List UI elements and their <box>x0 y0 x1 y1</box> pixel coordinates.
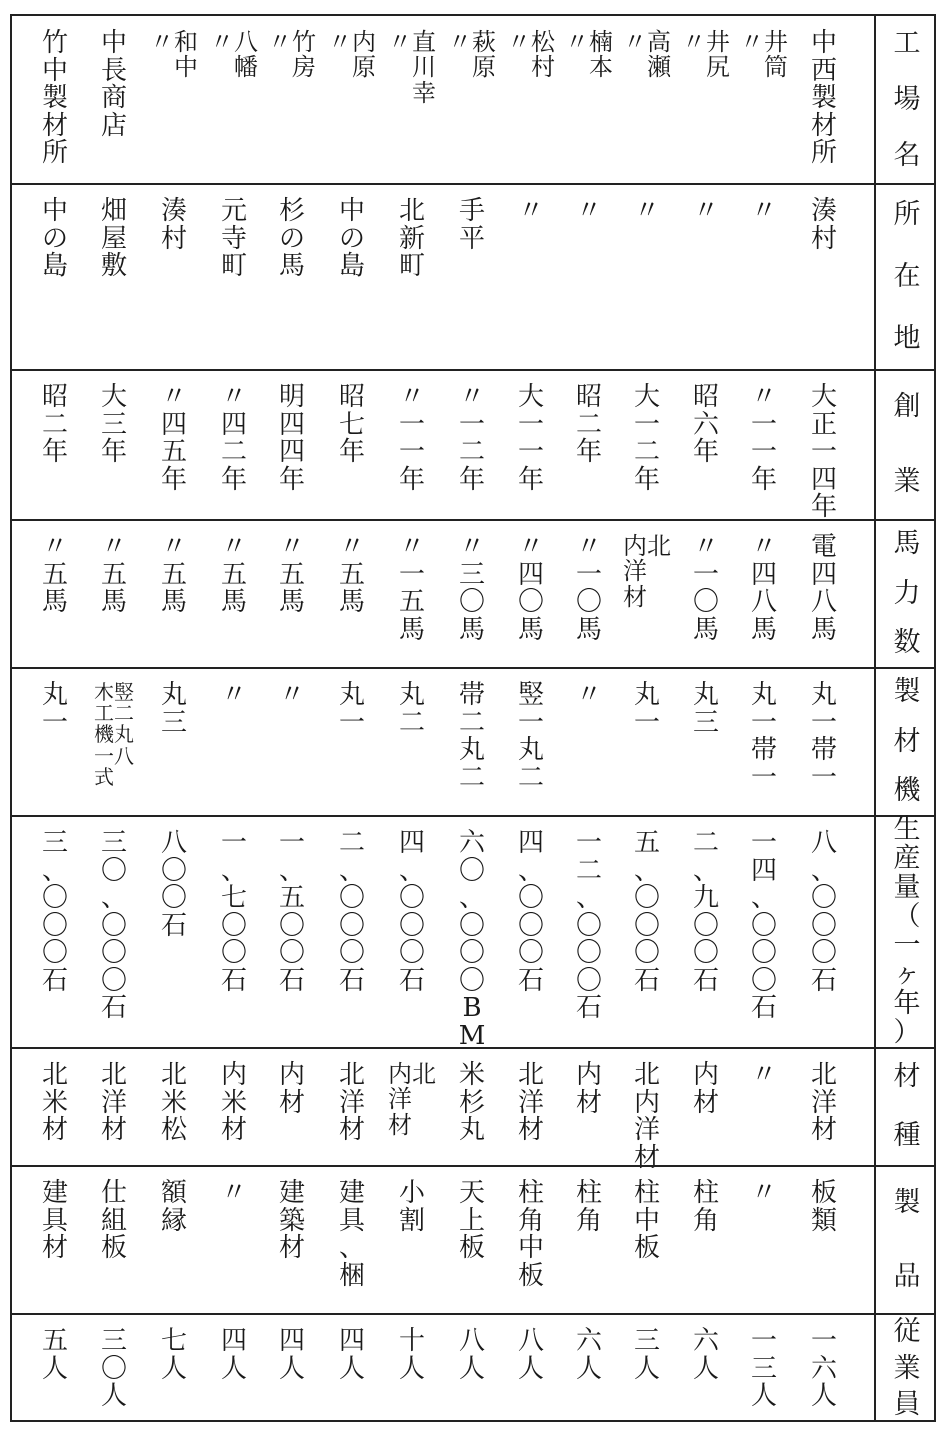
wood-type-cell: 北 米 松 <box>160 1060 187 1146</box>
employees-cell: 六 人 <box>575 1326 602 1384</box>
factory-name-cell: 内 原 〃 <box>328 28 376 82</box>
horsepower-cell: 〃 五 馬 <box>41 532 68 618</box>
founded-cell: 〃 一 一 年 <box>750 382 777 495</box>
factory-name-cell: 中 西 製 材 所 <box>810 28 837 169</box>
header-char: 力 <box>893 577 921 609</box>
header-char: 一 <box>893 930 921 962</box>
output-cell: 二 、 〇 〇 〇 石 <box>338 828 365 996</box>
founded-cell: 大 一 二 年 <box>633 382 660 495</box>
header-char: 製 <box>893 676 921 708</box>
products-cell: 額 縁 <box>160 1178 187 1236</box>
machines-cell: 帯 二 丸 二 <box>458 680 485 793</box>
products-cell: 〃 <box>220 1178 247 1208</box>
location-cell: 〃 <box>633 196 660 226</box>
header-char: 製 <box>893 1186 921 1218</box>
factory-name-cell: 中 長 商 店 <box>100 28 127 141</box>
factory-name-cell: 松 村 〃 <box>507 28 555 82</box>
factory-name-cell: 和 中 〃 <box>150 28 198 82</box>
header-char: 機 <box>893 775 921 807</box>
wood-type-cell: 北 洋 材 <box>338 1060 365 1146</box>
header-char: 量 <box>893 872 921 904</box>
header-char: 場 <box>893 83 921 115</box>
products-cell: 柱 角 <box>575 1178 602 1236</box>
header-char: 種 <box>893 1120 921 1152</box>
location-cell: 杉 の 馬 <box>278 196 305 282</box>
employees-cell: 三 人 <box>633 1326 660 1384</box>
header-char: 創 <box>893 391 921 423</box>
products-cell: 柱 角 中 板 <box>517 1178 544 1291</box>
location-cell: 〃 <box>750 196 777 226</box>
output-cell: 三 〇 、 〇 〇 〇 石 <box>100 828 127 1024</box>
output-cell: 四 、 〇 〇 〇 石 <box>398 828 425 996</box>
wood-type-cell: 北 洋 材 <box>517 1060 544 1146</box>
factory-name-cell: 直 川 幸 〃 <box>388 28 436 107</box>
header-char: 数 <box>893 627 921 659</box>
wood-type-cell: 内 材 <box>575 1060 602 1118</box>
location-cell: 手 平 <box>458 196 485 254</box>
founded-cell: 〃 四 二 年 <box>220 382 247 495</box>
factory-name-cell: 竹 房 〃 <box>268 28 316 82</box>
machines-cell: 丸 一 <box>633 680 660 738</box>
header-products <box>876 1166 938 1314</box>
wood-type-cell: 北 内 洋 材 <box>388 1060 436 1139</box>
products-cell: 建 具 材 <box>41 1178 68 1264</box>
horsepower-cell: 〃 一 〇 馬 <box>692 532 719 645</box>
header-char: 材 <box>893 1061 921 1093</box>
output-cell: 四 、 〇 〇 〇 石 <box>517 828 544 996</box>
row-output <box>12 814 938 1051</box>
machines-cell: 丸 一 <box>338 680 365 738</box>
horsepower-cell: 電 四 八 馬 <box>810 532 837 645</box>
output-cell: 五 、 〇 〇 〇 石 <box>633 828 660 996</box>
founded-cell: 〃 一 一 年 <box>398 382 425 495</box>
wood-type-cell: 北 内 洋 材 <box>633 1060 660 1173</box>
header-wood-type <box>876 1048 938 1166</box>
output-cell: 一 、 七 〇 〇 石 <box>220 828 247 996</box>
horsepower-cell: 〃 五 馬 <box>160 532 187 618</box>
products-cell: 仕 組 板 <box>100 1178 127 1264</box>
header-char: 生 <box>893 814 921 846</box>
factory-name-cell: 八 幡 〃 <box>210 28 258 82</box>
machines-cell: 竪 一 丸 二 <box>517 680 544 793</box>
founded-cell: 大 三 年 <box>100 382 127 468</box>
founded-cell: 昭 七 年 <box>338 382 365 468</box>
header-char: 工 <box>893 27 921 59</box>
wood-type-cell: 内 材 <box>692 1060 719 1118</box>
factory-name-cell: 楠 本 〃 <box>565 28 613 82</box>
header-char: ） <box>893 1017 921 1049</box>
founded-cell: 昭 二 年 <box>575 382 602 468</box>
header-founded <box>876 370 938 520</box>
header-char: 材 <box>893 725 921 757</box>
wood-type-cell: 〃 <box>750 1060 777 1090</box>
machines-cell: 丸 一 <box>41 680 68 738</box>
factory-name-cell: 井 筒 〃 <box>740 28 788 82</box>
header-char: 所 <box>893 198 921 230</box>
row-wood-type <box>12 1048 938 1173</box>
output-cell: 一 二 、 〇 〇 〇 石 <box>575 828 602 1024</box>
products-cell: 柱 中 板 <box>633 1178 660 1264</box>
header-char: ヶ <box>893 959 921 991</box>
header-char: 名 <box>893 139 921 171</box>
employees-cell: 四 人 <box>220 1326 247 1384</box>
location-cell: 湊 村 <box>160 196 187 254</box>
employees-cell: 八 人 <box>517 1326 544 1384</box>
horsepower-cell: 〃 一 〇 馬 <box>575 532 602 645</box>
header-horsepower <box>876 520 938 668</box>
products-cell: 建 具 、 梱 <box>338 1178 365 1291</box>
founded-cell: 大 正 一 四 年 <box>810 382 837 523</box>
horsepower-cell: 〃 三 〇 馬 <box>458 532 485 645</box>
horsepower-cell: 〃 一 五 馬 <box>398 532 425 645</box>
row-factory-name <box>12 16 938 184</box>
header-machines <box>876 668 938 816</box>
row-founded <box>12 370 938 523</box>
header-char: 馬 <box>893 528 921 560</box>
location-cell: 〃 <box>692 196 719 226</box>
header-location <box>876 184 938 370</box>
employees-cell: 五 人 <box>41 1326 68 1384</box>
employees-cell: 十 人 <box>398 1326 425 1384</box>
wood-type-cell: 北 米 材 <box>41 1060 68 1146</box>
horsepower-cell: 〃 五 馬 <box>278 532 305 618</box>
machines-cell: 丸 一 帯 一 <box>810 680 837 793</box>
wood-type-cell: 米 杉 丸 <box>458 1060 485 1146</box>
machines-cell: 丸 三 <box>160 680 187 738</box>
factory-name-cell: 萩 原 〃 <box>448 28 496 82</box>
location-cell: 北 新 町 <box>398 196 425 282</box>
wood-type-cell: 内 米 材 <box>220 1060 247 1146</box>
machines-cell: 丸 二 <box>398 680 425 738</box>
horsepower-cell: 〃 四 八 馬 <box>750 532 777 645</box>
row-machines <box>12 668 938 816</box>
location-cell: 元 寺 町 <box>220 196 247 282</box>
employees-cell: 三 〇 人 <box>100 1326 127 1412</box>
employees-cell: 一 三 人 <box>750 1326 777 1412</box>
location-cell: 湊 村 <box>810 196 837 254</box>
products-cell: 〃 <box>750 1178 777 1208</box>
employees-cell: 四 人 <box>278 1326 305 1384</box>
founded-cell: 明 四 四 年 <box>278 382 305 495</box>
horsepower-cell: 北 内 洋 材 <box>623 532 671 611</box>
employees-cell: 四 人 <box>338 1326 365 1384</box>
employees-cell: 八 人 <box>458 1326 485 1384</box>
wood-type-cell: 北 洋 材 <box>810 1060 837 1146</box>
employees-cell: 六 人 <box>692 1326 719 1384</box>
founded-cell: 大 一 一 年 <box>517 382 544 495</box>
products-cell: 板 類 <box>810 1178 837 1236</box>
location-cell: 〃 <box>517 196 544 226</box>
factory-name-cell: 高 瀬 〃 <box>623 28 671 82</box>
output-cell: 三 、 〇 〇 〇 石 <box>41 828 68 996</box>
header-char: 産 <box>893 843 921 875</box>
machines-cell: 丸 三 <box>692 680 719 738</box>
header-char: 業 <box>893 1352 921 1384</box>
employees-cell: 一 六 人 <box>810 1326 837 1412</box>
row-employees <box>12 1314 938 1424</box>
machines-cell: 〃 <box>220 680 247 710</box>
header-char: （ <box>893 901 921 933</box>
products-cell: 建 築 材 <box>278 1178 305 1264</box>
header-factory-name <box>876 16 938 184</box>
machines-cell: 竪 二 丸 八 木 工 機 一 式 <box>94 680 134 789</box>
header-char: 地 <box>893 322 921 354</box>
products-cell: 天 上 板 <box>458 1178 485 1264</box>
row-products <box>12 1166 938 1314</box>
header-char: 員 <box>893 1389 921 1421</box>
founded-cell: 昭 二 年 <box>41 382 68 468</box>
horsepower-cell: 〃 五 馬 <box>100 532 127 618</box>
horsepower-cell: 〃 五 馬 <box>220 532 247 618</box>
machines-cell: 〃 <box>278 680 305 710</box>
wood-type-cell: 内 材 <box>278 1060 305 1118</box>
founded-cell: 〃 一 二 年 <box>458 382 485 495</box>
employees-cell: 七 人 <box>160 1326 187 1384</box>
output-cell: 六 〇 、 〇 〇 〇 B M <box>458 828 486 1051</box>
header-char: 年 <box>893 988 921 1020</box>
machines-cell: 丸 一 帯 一 <box>750 680 777 793</box>
products-cell: 柱 角 <box>692 1178 719 1236</box>
horsepower-cell: 〃 四 〇 馬 <box>517 532 544 645</box>
founded-cell: 〃 四 五 年 <box>160 382 187 495</box>
location-cell: 〃 <box>575 196 602 226</box>
header-char: 従 <box>893 1316 921 1348</box>
output-cell: 一 、 五 〇 〇 石 <box>278 828 305 996</box>
header-output <box>876 816 938 1048</box>
row-horsepower <box>12 520 938 668</box>
machines-cell: 〃 <box>575 680 602 710</box>
header-char: 在 <box>893 260 921 292</box>
header-employees <box>876 1314 938 1424</box>
founded-cell: 昭 六 年 <box>692 382 719 468</box>
factory-name-cell: 竹 中 製 材 所 <box>41 28 68 169</box>
location-cell: 中 の 島 <box>338 196 365 282</box>
location-cell: 中 の 島 <box>41 196 68 282</box>
output-cell: 八 〇 〇 石 <box>160 828 187 941</box>
header-char: 品 <box>893 1260 921 1292</box>
products-cell: 小 割 <box>398 1178 425 1236</box>
header-char: 業 <box>893 466 921 498</box>
wood-type-cell: 北 洋 材 <box>100 1060 127 1146</box>
output-cell: 一 四 、 〇 〇 〇 石 <box>750 828 777 1024</box>
output-cell: 八 、 〇 〇 〇 石 <box>810 828 837 996</box>
location-cell: 畑 屋 敷 <box>100 196 127 282</box>
factory-table <box>10 14 936 1422</box>
factory-name-cell: 井 尻 〃 <box>682 28 730 82</box>
output-cell: 二 、 九 〇 〇 石 <box>692 828 719 996</box>
row-location <box>12 184 938 370</box>
horsepower-cell: 〃 五 馬 <box>338 532 365 618</box>
